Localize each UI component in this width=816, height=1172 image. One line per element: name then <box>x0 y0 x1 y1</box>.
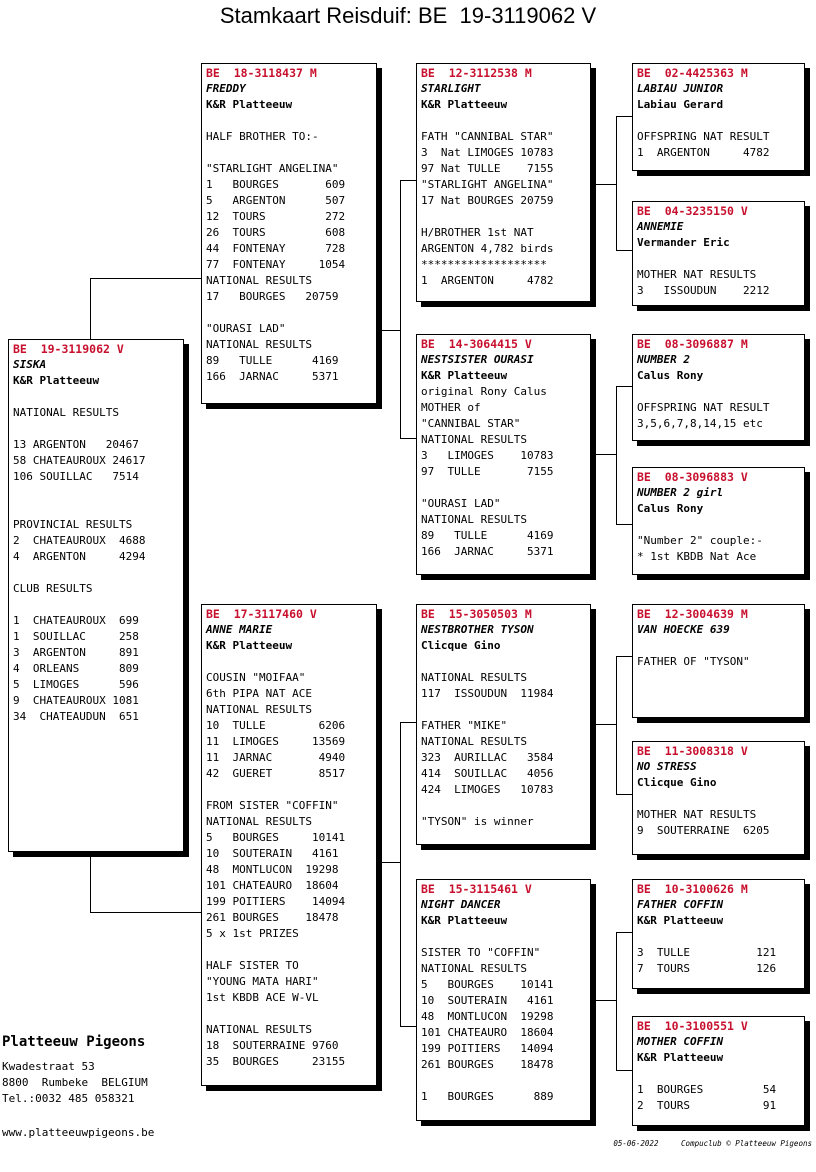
pigeon-card-ddd <box>632 1016 805 1126</box>
pigeon-name: NO STRESS <box>637 760 697 773</box>
ring-number: BE 04-3235150 V <box>637 204 748 218</box>
connector-sd-stub <box>596 454 616 455</box>
breeder-name: Clicque Gino <box>637 776 717 789</box>
ring-number: BE 19-3119062 V <box>13 342 124 356</box>
result-line: 117 ISSOUDUN 11984 <box>421 687 554 700</box>
connector-sire-stub <box>382 330 400 331</box>
result-line: 48 MONTLUCON 19298 <box>421 1010 554 1023</box>
result-line: 44 FONTENAY 728 <box>206 242 346 255</box>
result-line: OFFSPRING NAT RESULT <box>637 401 770 414</box>
result-lines <box>637 929 800 977</box>
breeder-name: K&R Platteeuw <box>421 914 508 927</box>
result-line <box>206 113 372 129</box>
result-line: 10 TULLE 6206 <box>206 719 346 732</box>
pigeon-card-dds <box>632 879 805 989</box>
result-line: "STARLIGHT ANGELINA" <box>421 178 554 191</box>
ring-number: BE 08-3096887 M <box>637 337 748 351</box>
ring-number: BE 12-3004639 M <box>637 607 748 621</box>
pigeon-card-dss <box>632 604 805 718</box>
result-lines <box>637 384 800 432</box>
result-line: 2 TOURS 91 <box>637 1099 777 1112</box>
result-lines <box>637 113 800 161</box>
result-line: 166 JARNAC 5371 <box>421 545 554 558</box>
pigeon-name: NESTSISTER OURASI <box>421 353 534 366</box>
pigeon-card-dd <box>416 879 591 1121</box>
result-line <box>13 421 179 437</box>
ring-number: BE 18-3118437 M <box>206 66 317 80</box>
loft-phone: Tel.:0032 485 058321 <box>2 1092 135 1105</box>
result-line: 106 SOUILLAC 7514 <box>13 470 139 483</box>
result-line: "TYSON" is winner <box>421 815 534 828</box>
ring-number: BE 15-3115461 V <box>421 882 532 896</box>
result-line: 166 JARNAC 5371 <box>206 370 339 383</box>
result-line <box>206 1006 372 1022</box>
result-line: PROVINCIAL RESULTS <box>13 518 133 531</box>
result-line: original Rony Calus <box>421 385 547 398</box>
result-line <box>637 1066 800 1082</box>
pigeon-card-subject <box>8 339 184 852</box>
result-line: ARGENTON 4,782 birds <box>421 242 554 255</box>
result-line: 4 ORLEANS 809 <box>13 662 139 675</box>
result-line: NATIONAL RESULTS <box>206 1023 312 1036</box>
connector-subject-sire <box>90 278 201 341</box>
result-line: 1st KBDB ACE W-VL <box>206 991 319 1004</box>
loft-website[interactable]: www.platteeuwpigeons.be <box>2 1126 155 1139</box>
breeder-name: Clicque Gino <box>421 639 501 652</box>
software-credit: Compuclub © Platteeuw Pigeons <box>681 1139 812 1148</box>
result-line: NATIONAL RESULTS <box>421 433 527 446</box>
result-line: NATIONAL RESULTS <box>421 671 527 684</box>
result-line: 89 TULLE 4169 <box>421 529 554 542</box>
connector-sd-bottom <box>616 454 633 525</box>
result-line: 12 TOURS 272 <box>206 210 346 223</box>
result-lines <box>637 791 800 839</box>
pigeon-card-dsd <box>632 741 805 855</box>
result-line: 89 TULLE 4169 <box>206 354 339 367</box>
result-line: NATIONAL RESULTS <box>421 513 527 526</box>
result-line: 5 ARGENTON 507 <box>206 194 346 207</box>
result-line <box>637 517 800 533</box>
result-line: 6th PIPA NAT ACE <box>206 687 312 700</box>
result-lines <box>421 113 586 289</box>
ring-number: BE 10-3100626 M <box>637 882 748 896</box>
ring-number: BE 17-3117460 V <box>206 607 317 621</box>
result-line <box>206 654 372 670</box>
result-line: FROM SISTER "COFFIN" <box>206 799 339 812</box>
ring-number: BE 11-3008318 V <box>637 744 748 758</box>
result-line: 101 CHATEAURO 18604 <box>421 1026 554 1039</box>
result-line <box>13 389 179 405</box>
ring-number: BE 08-3096883 V <box>637 470 748 484</box>
breeder-name: K&R Platteeuw <box>421 98 508 111</box>
print-footer <box>613 1139 812 1148</box>
result-line: 13 ARGENTON 20467 <box>13 438 139 451</box>
result-line: 97 TULLE 7155 <box>421 465 554 478</box>
print-date: 05-06-2022 <box>613 1139 659 1148</box>
result-line: HALF BROTHER TO:- <box>206 130 319 143</box>
result-line: 97 Nat TULLE 7155 <box>421 162 554 175</box>
breeder-name: K&R Platteeuw <box>637 914 724 927</box>
loft-name: Platteeuw Pigeons <box>2 1034 146 1050</box>
result-line: 3,5,6,7,8,14,15 etc <box>637 417 763 430</box>
result-lines <box>206 113 372 385</box>
result-lines <box>637 251 800 299</box>
pigeon-name: LABIAU JUNIOR <box>637 82 724 95</box>
result-line: 17 Nat BOURGES 20759 <box>421 194 554 207</box>
breeder-name: Calus Rony <box>637 502 704 515</box>
result-line: 3 TULLE 121 <box>637 946 777 959</box>
result-line: MOTHER NAT RESULTS <box>637 268 757 281</box>
connector-subject-dam <box>90 852 201 913</box>
result-line <box>13 485 179 501</box>
breeder-name: K&R Platteeuw <box>206 98 293 111</box>
result-line: 9 CHATEAUROUX 1081 <box>13 694 139 707</box>
result-line: 10 SOUTERAIN 4161 <box>421 994 554 1007</box>
connector-sd-vertical <box>616 386 633 455</box>
result-line: 414 SOUILLAC 4056 <box>421 767 554 780</box>
result-line <box>421 209 586 225</box>
pigeon-card-ssd <box>632 201 805 306</box>
result-line: 58 CHATEAUROUX 24617 <box>13 454 146 467</box>
pigeon-name: STARLIGHT <box>421 82 481 95</box>
result-line <box>637 791 800 807</box>
connector-dam-to-dd <box>400 862 417 1027</box>
result-line: CLUB RESULTS <box>13 582 93 595</box>
connector-ss-stub <box>596 184 616 185</box>
breeder-name: K&R Platteeuw <box>421 369 508 382</box>
result-line <box>13 565 179 581</box>
result-line: NATIONAL RESULTS <box>206 703 312 716</box>
result-line <box>13 597 179 613</box>
result-line: 3 LIMOGES 10783 <box>421 449 554 462</box>
result-line <box>206 942 372 958</box>
connector-dam-vertical <box>400 722 417 863</box>
ring-number: BE 15-3050503 M <box>421 607 532 621</box>
pigeon-card-sire <box>201 63 377 404</box>
ring-number: BE 14-3064415 V <box>421 337 532 351</box>
ring-number: BE 12-3112538 M <box>421 66 532 80</box>
result-line: FATH "CANNIBAL STAR" <box>421 130 554 143</box>
result-line: "CANNIBAL STAR" <box>421 417 521 430</box>
result-line: 42 GUERET 8517 <box>206 767 346 780</box>
result-line: 34 CHATEAUDUN 651 <box>13 710 139 723</box>
result-line: 3 Nat LIMOGES 10783 <box>421 146 554 159</box>
result-line: 11 LIMOGES 13569 <box>206 735 346 748</box>
connector-dam-stub <box>382 862 400 863</box>
result-line: "STARLIGHT ANGELINA" <box>206 162 339 175</box>
connector-ds-vertical <box>616 656 633 725</box>
result-line <box>206 782 372 798</box>
result-lines <box>13 389 179 725</box>
result-line: FATHER "MIKE" <box>421 719 508 732</box>
result-lines <box>421 654 586 830</box>
result-line: 199 POITIERS 14094 <box>206 895 346 908</box>
connector-dd-bottom <box>616 1000 633 1071</box>
result-line: OFFSPRING NAT RESULT <box>637 130 770 143</box>
breeder-name <box>637 638 800 654</box>
connector-ds-stub <box>596 724 616 725</box>
result-line: FATHER OF "TYSON" <box>637 655 750 668</box>
result-line: 261 BOURGES 18478 <box>206 911 339 924</box>
result-line <box>421 798 586 814</box>
result-line: 5 x 1st PRIZES <box>206 927 299 940</box>
breeder-name: K&R Platteeuw <box>637 1051 724 1064</box>
result-line: 7 TOURS 126 <box>637 962 777 975</box>
breeder-name: K&R Platteeuw <box>206 639 293 652</box>
result-line: 10 SOUTERAIN 4161 <box>206 847 339 860</box>
result-line: 17 BOURGES 20759 <box>206 290 339 303</box>
result-lines <box>637 654 800 670</box>
page-title: Stamkaart Reisduif: BE 19-3119062 V <box>219 3 597 28</box>
pigeon-name: SISKA <box>13 358 47 371</box>
connector-ds-bottom <box>616 724 633 795</box>
result-line: "YOUNG MATA HARI" <box>206 975 319 988</box>
result-line: 424 LIMOGES 10783 <box>421 783 554 796</box>
result-line <box>421 654 586 670</box>
result-lines <box>421 384 586 560</box>
result-line <box>421 113 586 129</box>
result-line <box>13 501 179 517</box>
result-line: * 1st KBDB Nat Ace <box>637 550 757 563</box>
result-line: NATIONAL RESULTS <box>206 274 312 287</box>
result-line: 4 ARGENTON 4294 <box>13 550 146 563</box>
pigeon-name: NESTBROTHER TYSON <box>421 623 534 636</box>
result-line: 9 SOUTERRAINE 6205 <box>637 824 770 837</box>
result-line <box>637 929 800 945</box>
result-line: 101 CHATEAURO 18604 <box>206 879 339 892</box>
loft-city: 8800 Rumbeke BELGIUM <box>2 1076 148 1089</box>
result-line <box>637 384 800 400</box>
breeder-name: Vermander Eric <box>637 236 730 249</box>
result-line: 1 ARGENTON 4782 <box>421 274 554 287</box>
breeder-name: K&R Platteeuw <box>13 374 100 387</box>
pigeon-card-sss <box>632 63 805 171</box>
result-line <box>421 702 586 718</box>
pigeon-name: NUMBER 2 <box>637 353 690 366</box>
result-line: 5 BOURGES 10141 <box>421 978 554 991</box>
result-line: 2 CHATEAUROUX 4688 <box>13 534 146 547</box>
result-line: MOTHER NAT RESULTS <box>637 808 757 821</box>
result-line: 1 CHATEAUROUX 699 <box>13 614 139 627</box>
result-line: H/BROTHER 1st NAT <box>421 226 534 239</box>
pigeon-card-dam <box>201 604 377 1086</box>
result-line: NATIONAL RESULTS <box>13 406 119 419</box>
result-line: HALF SISTER TO <box>206 959 299 972</box>
ring-number: BE 02-4425363 M <box>637 66 748 80</box>
ring-number: BE 10-3100551 V <box>637 1019 748 1033</box>
pigeon-card-sds <box>632 334 805 441</box>
result-lines <box>421 929 586 1105</box>
result-line: 323 AURILLAC 3584 <box>421 751 554 764</box>
result-line: 26 TOURS 608 <box>206 226 346 239</box>
connector-ss-bottom <box>616 184 633 251</box>
pigeon-name: FREDDY <box>206 82 246 95</box>
pigeon-name: ANNE MARIE <box>206 623 273 636</box>
pigeon-name: NUMBER 2 girl <box>637 486 724 499</box>
result-line: 261 BOURGES 18478 <box>421 1058 554 1071</box>
result-line: ******************* <box>421 258 547 271</box>
result-line: 35 BOURGES 23155 <box>206 1055 346 1068</box>
breeder-name: Calus Rony <box>637 369 704 382</box>
result-line: 48 MONTLUCON 19298 <box>206 863 339 876</box>
pigeon-card-sdd <box>632 467 805 575</box>
result-line <box>206 305 372 321</box>
result-line: 11 JARNAC 4940 <box>206 751 346 764</box>
result-line: SISTER TO "COFFIN" <box>421 946 541 959</box>
result-line: NATIONAL RESULTS <box>206 815 312 828</box>
result-lines <box>206 654 372 1070</box>
connector-sire-to-sd <box>400 330 417 439</box>
result-line: 1 BOURGES 609 <box>206 178 346 191</box>
result-line <box>637 251 800 267</box>
result-line <box>421 929 586 945</box>
connector-dd-stub <box>596 1000 616 1001</box>
result-line: "OURASI LAD" <box>421 497 501 510</box>
result-line: 1 ARGENTON 4782 <box>637 146 770 159</box>
result-line: 1 BOURGES 889 <box>421 1090 554 1103</box>
result-line: 1 SOUILLAC 258 <box>13 630 139 643</box>
result-line: 199 POITIERS 14094 <box>421 1042 554 1055</box>
pigeon-card-sd <box>416 334 591 575</box>
result-lines <box>637 1066 800 1114</box>
pigeon-name: MOTHER COFFIN <box>637 1035 724 1048</box>
result-line <box>637 113 800 129</box>
result-line: COUSIN "MOIFAA" <box>206 671 306 684</box>
pigeon-card-ss <box>416 63 591 302</box>
result-line <box>421 480 586 496</box>
result-line: 18 SOUTERRAINE 9760 <box>206 1039 339 1052</box>
loft-street: Kwadestraat 53 <box>2 1060 95 1073</box>
result-line: 77 FONTENAY 1054 <box>206 258 346 271</box>
result-line: NATIONAL RESULTS <box>421 735 527 748</box>
result-line: 5 LIMOGES 596 <box>13 678 139 691</box>
result-line: MOTHER of <box>421 401 481 414</box>
result-line: 1 BOURGES 54 <box>637 1083 777 1096</box>
result-lines <box>637 517 800 565</box>
pigeon-name: FATHER COFFIN <box>637 898 724 911</box>
pigeon-name: NIGHT DANCER <box>421 898 501 911</box>
result-line: NATIONAL RESULTS <box>206 338 312 351</box>
connector-sire-vertical <box>400 180 417 331</box>
result-line: "Number 2" couple:- <box>637 534 763 547</box>
result-line: 3 ISSOUDUN 2212 <box>637 284 770 297</box>
pigeon-name: ANNEMIE <box>637 220 684 233</box>
result-line: 3 ARGENTON 891 <box>13 646 139 659</box>
result-line <box>421 1073 586 1089</box>
pigeon-card-ds <box>416 604 591 845</box>
connector-ss-vertical <box>616 116 633 185</box>
connector-dd-vertical <box>616 932 633 1001</box>
result-line: NATIONAL RESULTS <box>421 962 527 975</box>
pigeon-name: VAN HOECKE 639 <box>637 623 730 636</box>
result-line <box>206 145 372 161</box>
result-line: 5 BOURGES 10141 <box>206 831 346 844</box>
result-line: "OURASI LAD" <box>206 322 286 335</box>
breeder-name: Labiau Gerard <box>637 98 724 111</box>
